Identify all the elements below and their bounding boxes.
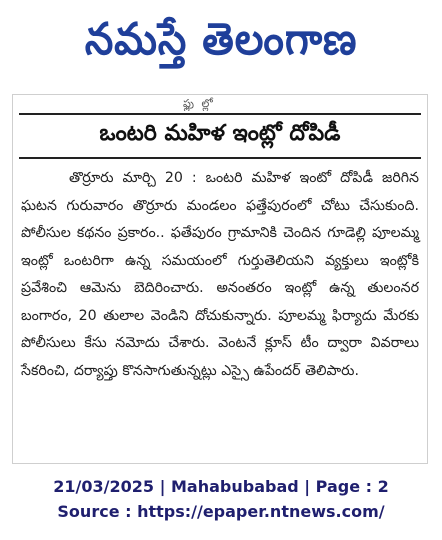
footer-date-edition-page: 21/03/2025 | Mahabubabad | Page : 2: [53, 477, 389, 496]
headline-box: [19, 113, 421, 159]
article-body: [21, 165, 419, 385]
article-paragraph: తొర్రూరు మార్చి 20 : ఒంటరి మహిళ ఇంటో దోపిడీ జరిగిన ఘటన గురువారం తొర్రూరు మండలం ఫత్తేపురంలో చోటు చేసుకుంది. పోలీసుల కథనం ప్రకారం.. ఫతేపురం గ్రామానికి చెందిన గూడెల్లి పూలమ్మ ఇంట్లో ఒంటరిగా ఉన్న సమయంలో గుర్తుతెలియని వ్యక్తులు ఇంట్లోకి ప్రవేశించి ఆమెను బెదిరించారు. అనంతరం ఇంట్లో ఉన్న తులంనర బంగారం, 20 తులాల వెండిని దోచుకున్నారు. పూలమ్మ ఫిర్యాదు మేరకు పోలీసులు కేసు నమోదు చేశారు. వెంటనే క్లూస్ టీం ద్వారా వివరాలు సేకరించి, దర్యాప్తు కొనసాగుతున్నట్లు ఎస్సై ఉపేందర్ తెలిపారు.: [21, 170, 419, 379]
article-headline: ఒంటరి మహిళ ఇంట్లో దోపిడీ: [99, 121, 341, 146]
masthead-title: నమస్తే తెలంగాణ: [84, 14, 358, 65]
newspaper-masthead: [14, 2, 428, 88]
clipping-footer: [0, 474, 442, 524]
footer-source: Source : https://epaper.ntnews.com/: [57, 502, 385, 521]
article-clipping: [12, 94, 428, 464]
top-text-fragment: ఫ్లు ల్లో: [183, 97, 215, 110]
